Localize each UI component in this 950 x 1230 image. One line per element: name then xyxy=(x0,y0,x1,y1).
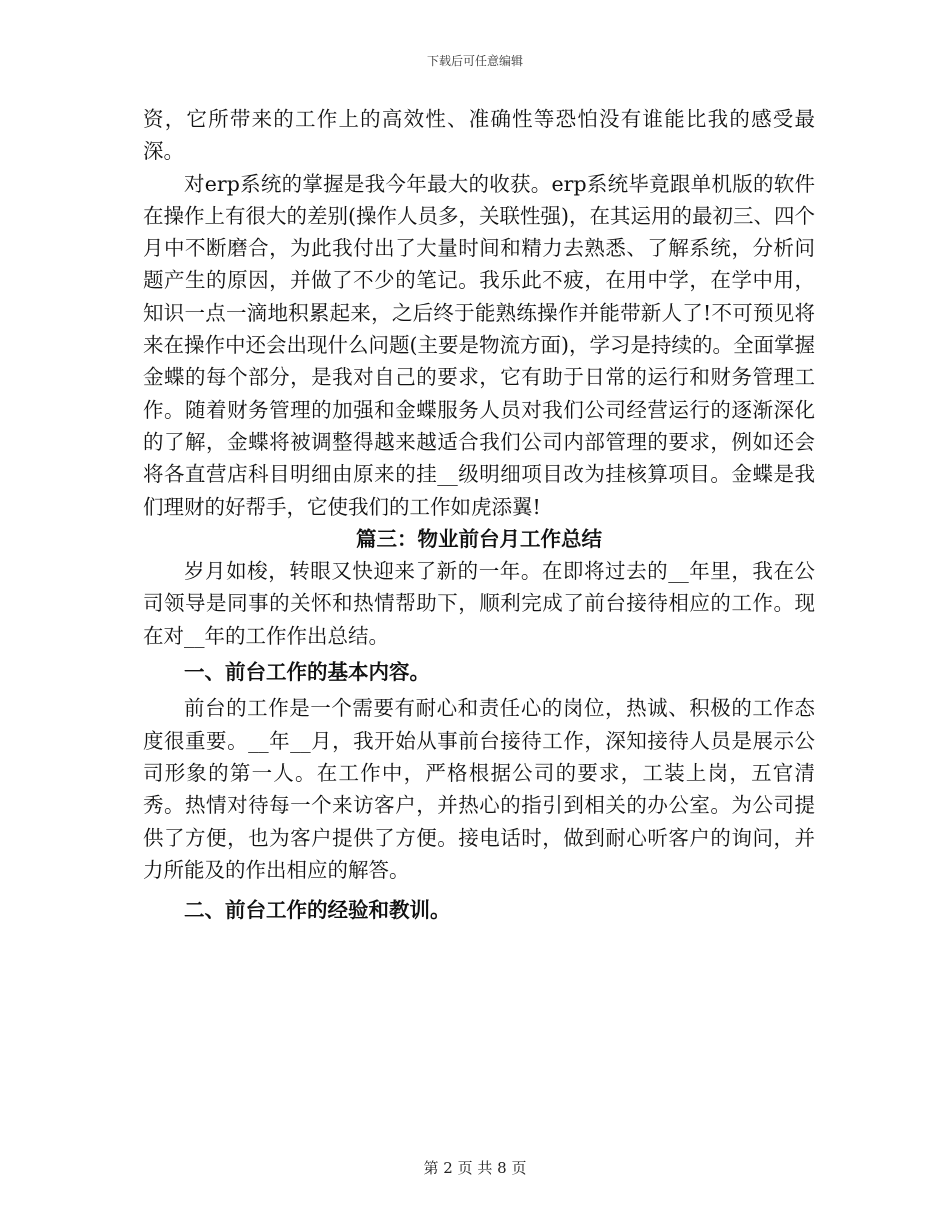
page-footer: 第 2 页 共 8 页 xyxy=(423,1159,527,1177)
paragraph-4: 前台的工作是一个需要有耐心和责任心的岗位，热诚、积极的工作态度很重要。__年__月，我开始从事前台接待工作，深知接待人员是展示公司形象的第一人。在工作中，严格根据公司的要求，工装上岗，五官清秀。热情对待每一个来访客户，并热心的指引到相关的办公室。为公司提供了方便，也为客户提供了方便。接电话时，做到耐心听客户的询问，并力所能及的作出相应的解答。 xyxy=(143,696,815,882)
section-title: 篇三：物业前台月工作总结 xyxy=(356,526,602,551)
heading-experience: 二、前台工作的经验和教训。 xyxy=(184,898,451,923)
paragraph-2: 对erp系统的掌握是我今年最大的收获。erp系统毕竟跟单机版的软件在操作上有很大的差别(操作人员多，关联性强)，在其运用的最初三、四个月中不断磨合，为此我付出了大量时间和精力去熟悉、了解系统，分析问题产生的原因，并做了不少的笔记。我乐此不疲，在用中学，在学中用，知识一点一滴地积累起来，之后终于能熟练操作并能带新人了!不可预见将来在操作中还会出现什么问题(主要是物流方面)，学习是持续的。全面掌握金蝶的每个部分，是我对自己的要求，它有助于日常的运行和财务管理工作。随着财务管理的加强和金蝶服务人员对我们公司经营运行的逐渐深化的了解，金蝶将被调整得越来越适合我们公司内部管理的要求，例如还会将各直营店科目明细由原来的挂__级明细项目改为挂核算项目。金蝶是我们理财的好帮手，它使我们的工作如虎添翼! xyxy=(143,171,815,519)
page-header: 下载后可任意编辑 xyxy=(426,54,523,68)
document-body xyxy=(143,103,815,926)
paragraph-1: 资，它所带来的工作上的高效性、准确性等恐怕没有谁能比我的感受最深。 xyxy=(143,107,815,164)
heading-basic-content: 一、前台工作的基本内容。 xyxy=(184,660,430,685)
paragraph-3: 岁月如梭，转眼又快迎来了新的一年。在即将过去的__年里，我在公司领导是同事的关怀和热情帮助下，顺利完成了前台接待相应的工作。现在对__年的工作作出总结。 xyxy=(143,559,815,648)
